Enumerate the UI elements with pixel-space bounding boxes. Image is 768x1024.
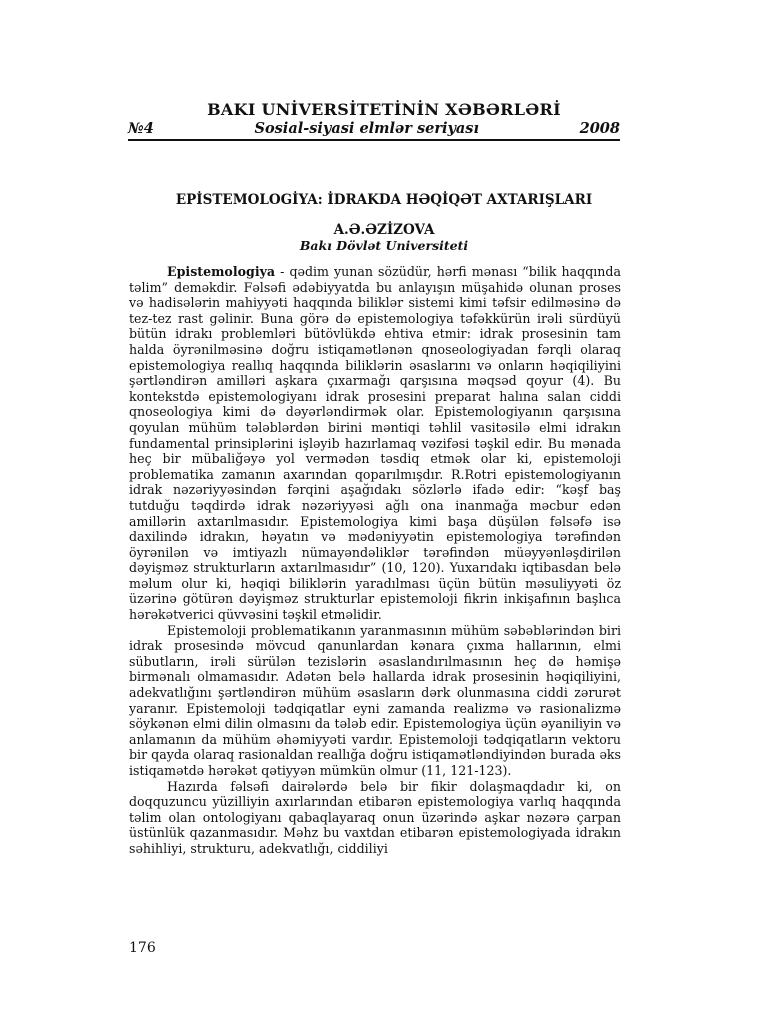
body-paragraph: Hazırda fəlsəfi dairələrdə belə bir fikir dolaşmaqdadır ki, on doqquzuncu yüzilliyin axırlarından etibarən epistemologiya varlıq haqqında təlim olan ontologiyanı qabaqlayaraq onun üzərində aşkar nəzərə çarpan üstünlük qazanmasıdır. Məhz bu vaxtdan etibarən epistemologiyada idrakın səhihliyi, strukturu, adekvatlığı, ciddiliyi [129,778,621,856]
issue-number: №4 [128,120,154,137]
author-affiliation: Bakı Dövlət Universiteti [299,238,469,253]
lead-term: Epistemologiya [167,264,276,279]
series-name: Sosial-siyasi elmlər seriyası [254,120,479,137]
author-name: A.Ə.ƏZİZOVA [333,222,435,238]
article-title: EPİSTEMOLOGİYA: İDRAKDA HƏQİQƏT AXTARIŞLARI [175,192,593,208]
issue-line [128,120,620,141]
issue-year: 2008 [579,120,620,137]
body-paragraph [129,264,621,623]
page-number: 176 [129,940,156,956]
journal-title: BAKI UNİVERSİTETİNİN XƏBƏRLƏRİ [207,100,561,119]
article-body [129,264,621,857]
paragraph-text: - qədim yunan sözüdür, hərfi mənası “bilik haqqında təlim” deməkdir. Fəlsəfi ədəbiyyatda bu anlayışın müşahidə olunan proses və hadisələrin mahiyyəti haqqında biliklər sistemi kimi təfsir edilməsinə də tez-tez rast gəlinir. Buna görə də epistemologiya təfəkkürün irəli sürdüyü bütün idrakı problemləri bütövlükdə ehtiva etmir: idrak prosesinin tam halda öyrənilməsinə doğru istiqamətlənən qnoseologiyadan fərqli olaraq epistemologiya reallıq haqqında biliklərin əsaslarını və onların həqiqiliyini şərtləndirən amilləri aşkara çıxarmağı qarşısına məqsəd qoyur (4). Bu kontekstdə epistemologiyanı idrak prosesini preparat halına salan ciddi qnoseologiya kimi də dəyərləndirmək olar. Epistemologiyanın qarşısına qoyulan mühüm tələblərdən birini məntiqi təhlil vasitəsilə elmi idrakın fundamental prinsiplərini işləyib hazırlamaq vəzifəsi təşkil edir. Bu mənada heç bir mübaliğəyə yol vermədən təsdiq etmək olar ki, epistemoloji problematika zamanın axarından qoparılmışdır. R.Rotri epistemologiyanın idrak nəzəriyyəsindən fərqini aşağıdakı sözlərlə ifadə edir: “kəşf baş tutduğu təqdirdə idrak nəzəriyyəsi ağlı ona inanmağa məcbur edən amillərin axtarılmasıdır. Epistemologiya kimi başa düşülən fəlsəfə isə daxilində idrakın, həyatın və mədəniyyətin epistemologiya tərəfindən öyrənilən və imtiyazlı nümayəndəliklər tərəfindən müəyyənləşdirilən dəyişməz strukturların axtarılmasıdır” (10, 120). Yuxarıdakı iqtibasdan belə məlum olur ki, həqiqi biliklərin yaradılması üçün bütün məsuliyyəti öz üzərinə götürən dəyişməz strukturlar epistemoloji fikrin inkişafının başlıca hərəkətverici qüvvəsini təşkil etməlidir. [129,264,621,623]
body-paragraph: Epistemoloji problematikanın yaranmasının mühüm səbəblərindən biri idrak prosesində mövcud qanunlardan kənara çıxma hallarının, elmi sübutların, irəli sürülən tezislərin əsaslandırılmasının heç də həmişə birmənalı olmamasıdır. Adətən belə hallarda idrak prosesinin həqiqiliyini, adekvatlığını şərtləndirən mühüm əsasların dərk olunmasına ciddi zərurət yaranır. Epistemoloji tədqiqatlar eyni zamanda realizmə və rasionalizmə söykənən elmi dilin olmasını da tələb edir. Epistemologiya üçün əyaniliyin və anlamanın da mühüm əhəmiyyəti vardır. Epistemoloji tədqiqatların vektoru bir qayda olaraq rasionaldan reallığa doğru istiqamətləndiyindən burada əks istiqamətdə hərəkət qətiyyən mümkün olmur (11, 121-123). [129,622,621,778]
